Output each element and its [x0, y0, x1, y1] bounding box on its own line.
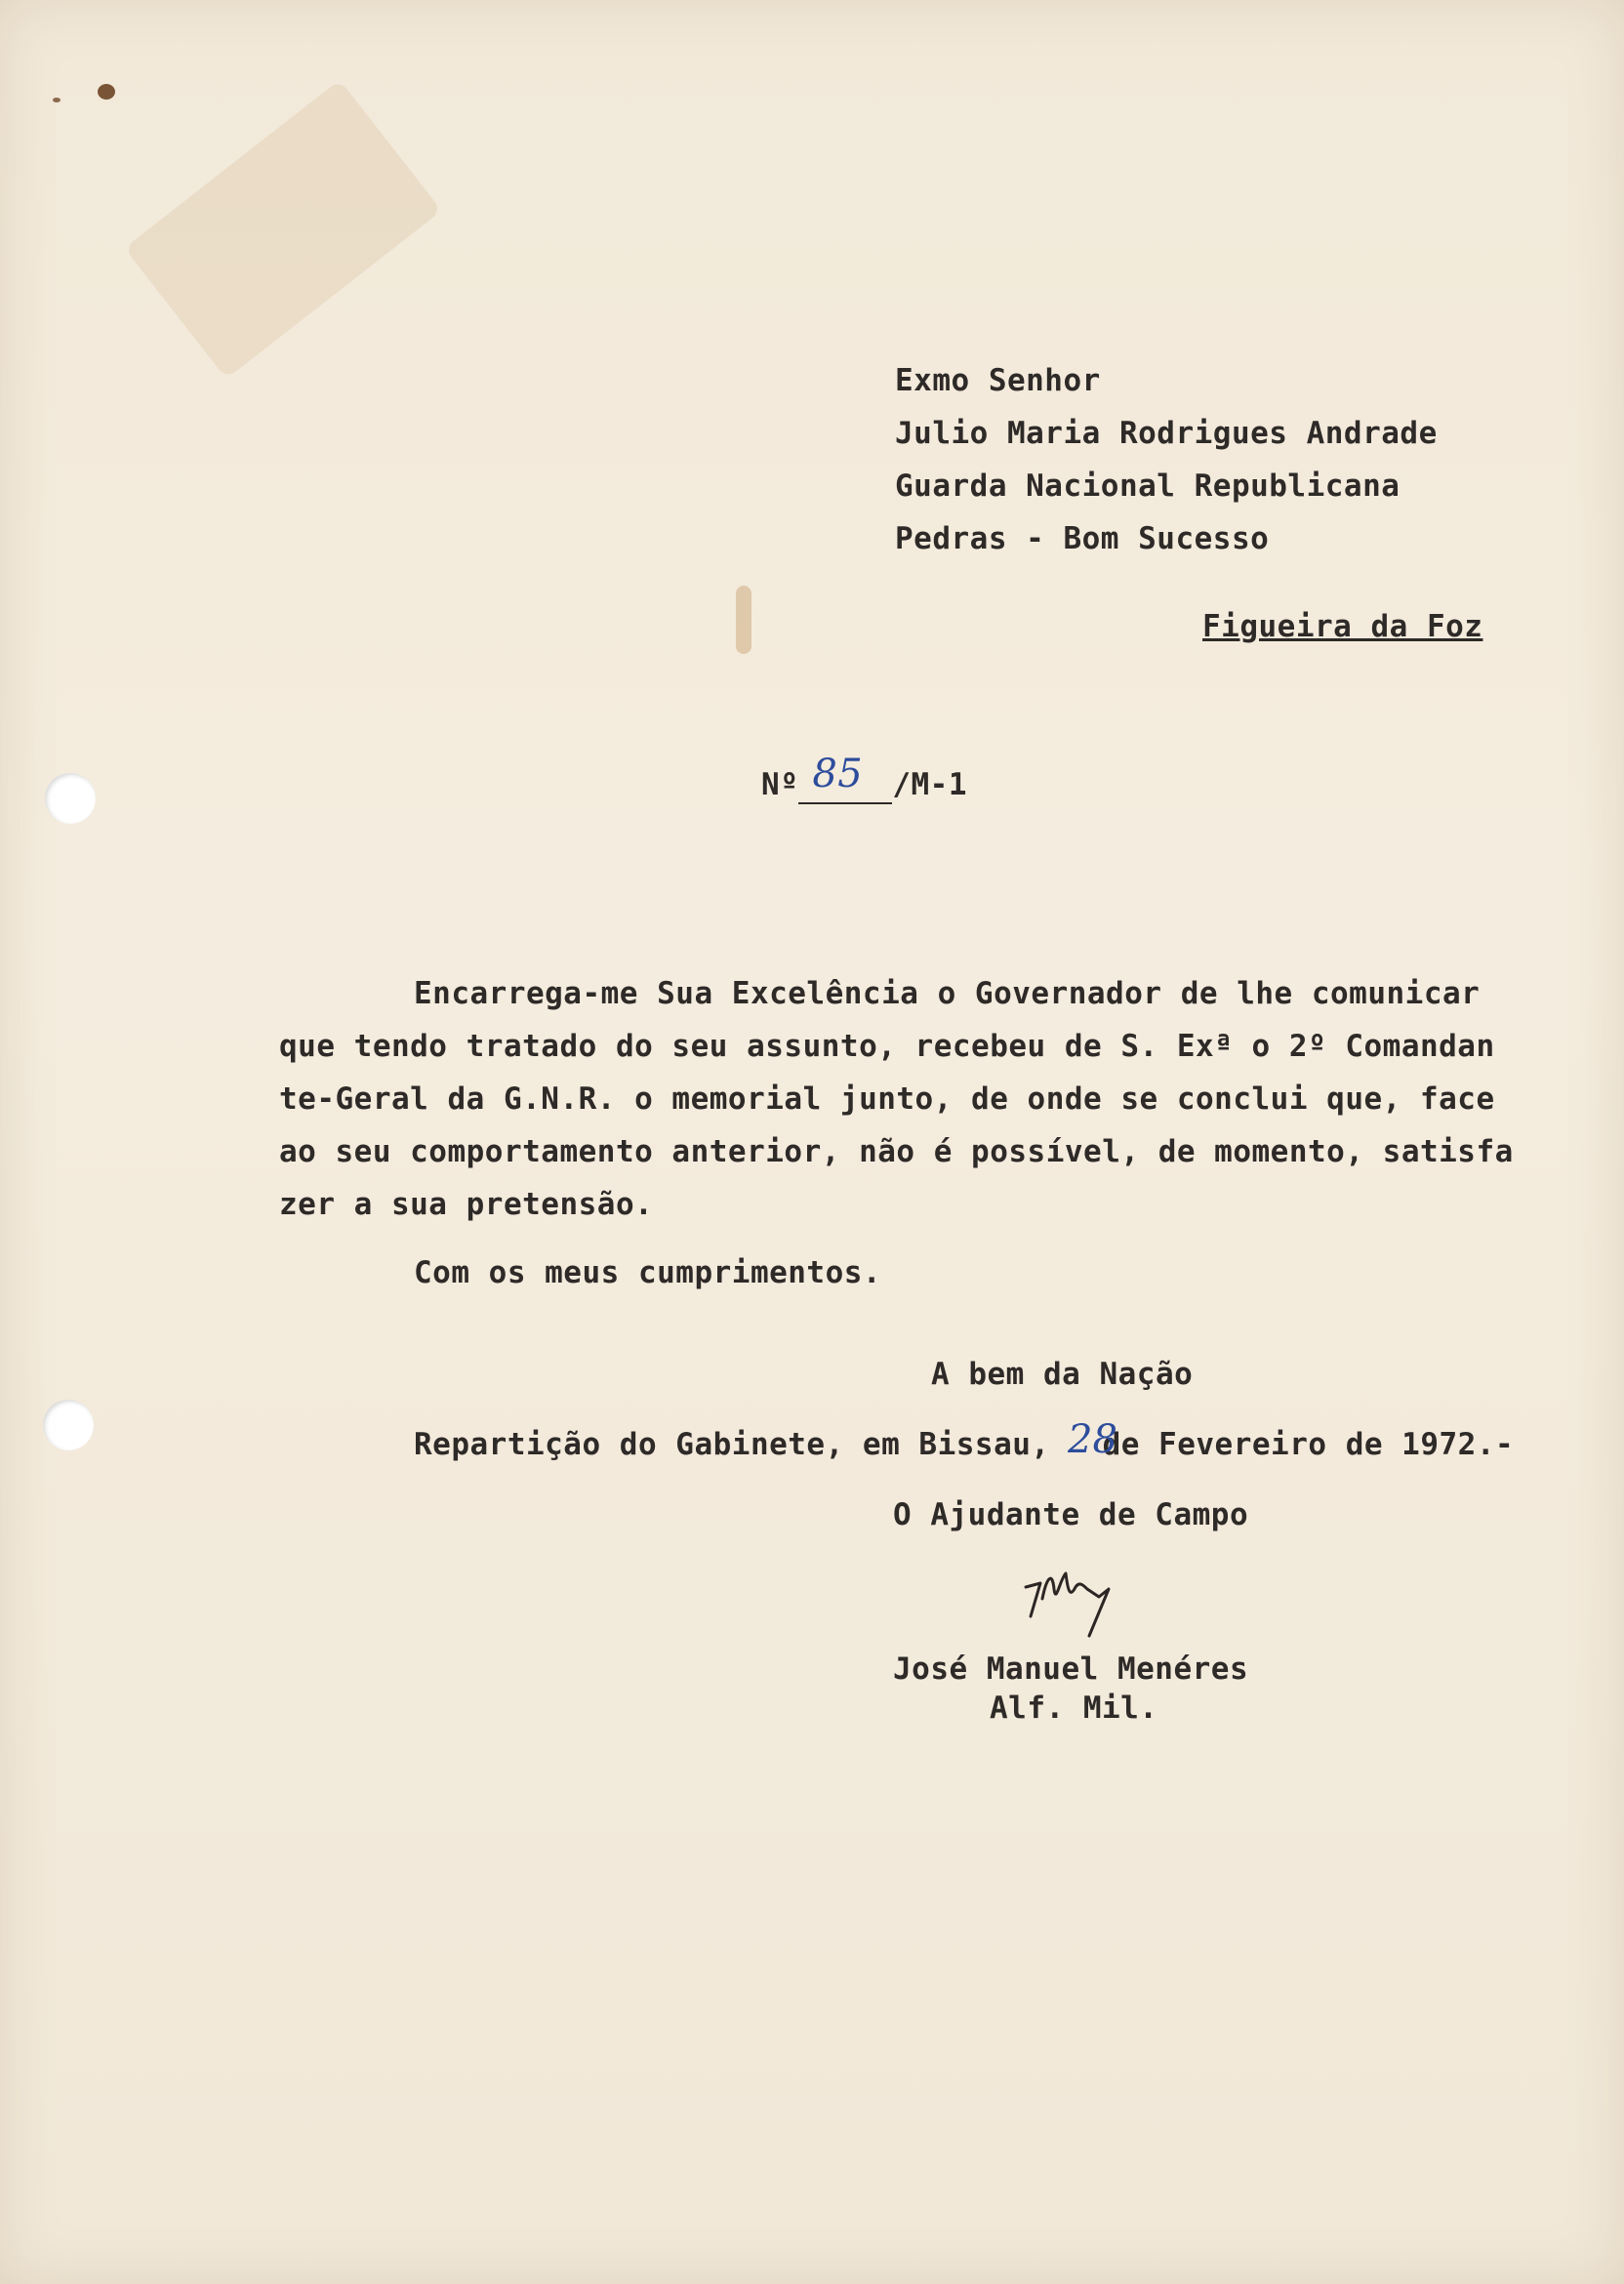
reference-prefix: Nº [761, 767, 799, 802]
reference-handwritten-number: 85 [812, 752, 864, 796]
recipient-salutation: Exmo Senhor [895, 363, 1101, 398]
signer-rank: Alf. Mil. [990, 1691, 1158, 1726]
place-date-line [414, 1427, 1514, 1462]
body-line: Encarrega-me Sua Excelência o Governador de lhe comunicar [414, 976, 1481, 1011]
signer-role: O Ajudante de Campo [893, 1497, 1249, 1532]
punch-hole [45, 773, 96, 824]
recipient-city: Figueira da Foz [1202, 609, 1483, 644]
reference-blank [798, 752, 892, 804]
punch-hole [43, 1400, 94, 1450]
closing-line: Com os meus cumprimentos. [414, 1255, 882, 1290]
reference-number [761, 752, 967, 804]
handwritten-signature [1021, 1560, 1148, 1638]
body-line: que tendo tratado do seu assunto, recebeu de S. Exª o 2º Comandan [279, 1029, 1495, 1064]
place-text: Repartição do Gabinete, em Bissau, [414, 1427, 1050, 1462]
date-text: de Fevereiro de 1972.- [1102, 1427, 1515, 1462]
recipient-address: Pedras - Bom Sucesso [895, 521, 1270, 556]
salutation-line: A bem da Nação [931, 1357, 1194, 1392]
body-line: ao seu comportamento anterior, não é possível, de momento, satisfa [279, 1134, 1514, 1169]
reference-suffix: /M-1 [892, 767, 967, 802]
handwritten-day: 28 [1068, 1417, 1117, 1462]
recipient-organization: Guarda Nacional Republicana [895, 469, 1401, 504]
body-line: zer a sua pretensão. [279, 1187, 654, 1222]
signer-name: José Manuel Menéres [893, 1652, 1249, 1687]
recipient-name: Julio Maria Rodrigues Andrade [895, 416, 1438, 451]
rust-spot [98, 84, 115, 100]
tape-stain [124, 80, 441, 379]
paper-stain [736, 586, 751, 654]
rust-spot [53, 98, 61, 102]
body-line: te-Geral da G.N.R. o memorial junto, de onde se conclui que, face [279, 1081, 1495, 1117]
